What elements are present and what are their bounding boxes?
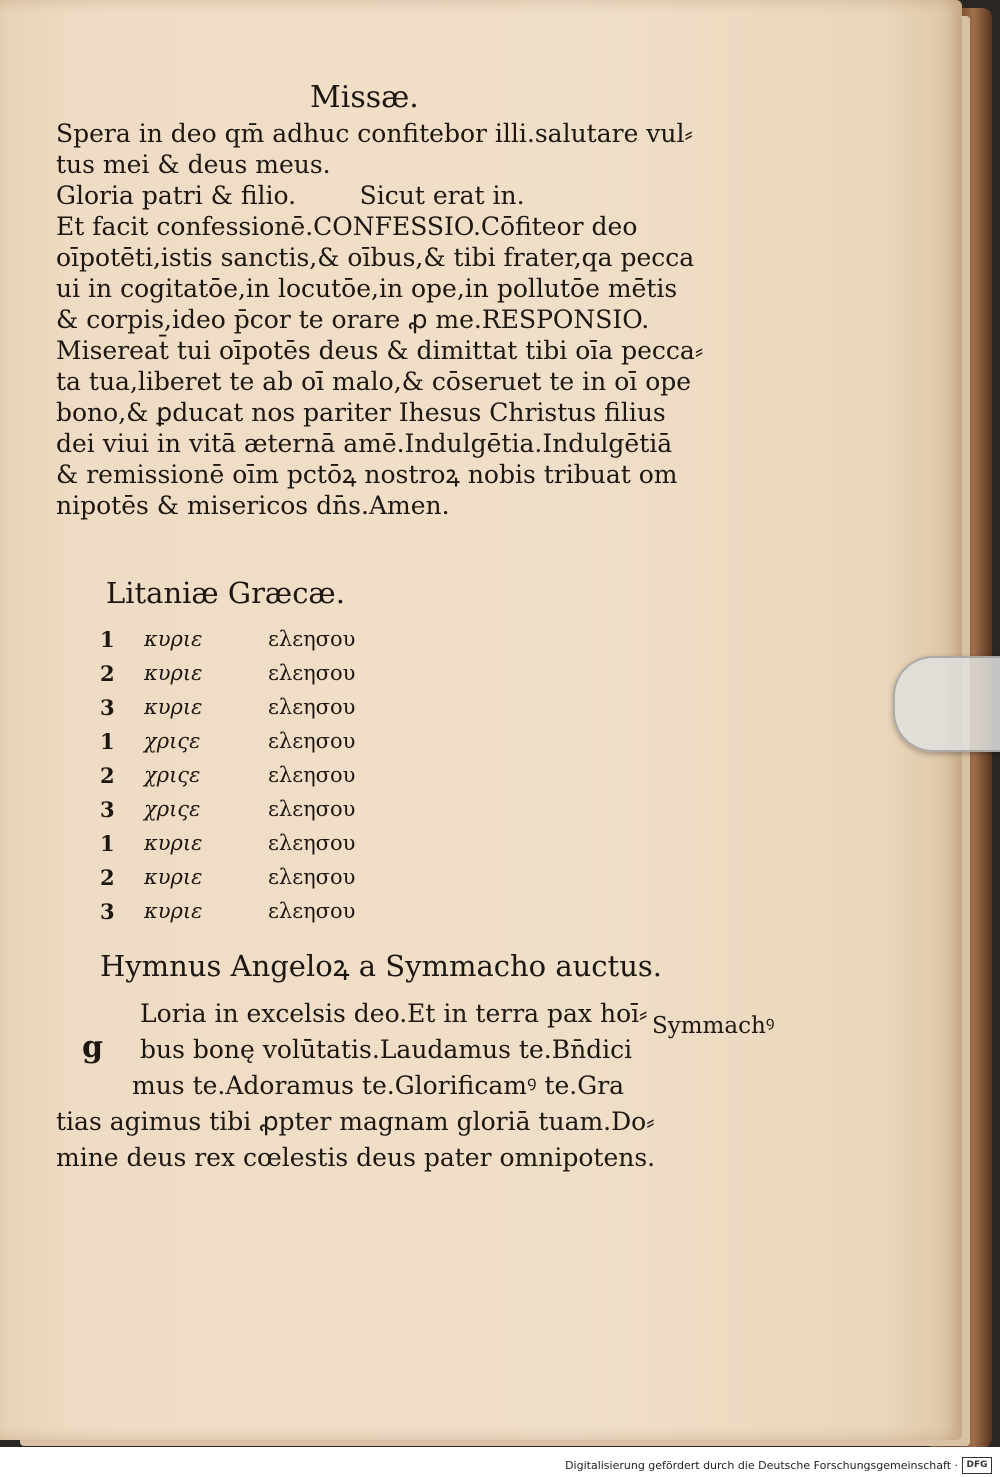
litany-row	[100, 826, 420, 860]
hymn-line: tias agimus tibi ꝓpter magnam gloriā tuam.Do⸗	[56, 1107, 655, 1136]
litany-word-b: ελεησου	[268, 831, 356, 855]
body-line: Misereat̄ tui oīpotēs deus & dimittat tibi oīa pecca⸗	[56, 336, 704, 365]
litany-row	[100, 622, 420, 656]
page-clip	[893, 656, 1000, 752]
litany-row	[100, 656, 420, 690]
body-line: nipotēs & misericos dn̄s.Amen.	[56, 491, 450, 520]
body-line: oīpotēti,istis sanctis,& oībus,& tibi frater,qa pecca	[56, 243, 695, 272]
litany-row	[100, 690, 420, 724]
litany-word-b: ελεησου	[268, 797, 356, 821]
body-line: & corpis,ideo p̄cor te orare ꝓ me.RESPONSIO.	[56, 305, 650, 334]
body-line: Spera in deo qm̄ adhuc confitebor illi.salutare vul⸗	[56, 119, 693, 148]
body-text	[56, 118, 703, 521]
litany-row	[100, 724, 420, 758]
initial-letter: g	[82, 1030, 103, 1065]
hymn-title: Hymnus Angeloꝝ a Symmacho auctus.	[100, 949, 662, 983]
hymn-line: mus te.Adoramus te.Glorificamꝰ te.Gra	[132, 1071, 625, 1100]
litany-number: 1	[100, 728, 115, 754]
litany-number: 3	[100, 694, 115, 720]
litany-number: 2	[100, 864, 115, 890]
body-line: tus mei & deus meus.	[56, 150, 331, 179]
hymn-line: mine deus rex cœlestis deus pater omnipotens.	[56, 1143, 656, 1172]
litany-row	[100, 894, 420, 928]
body-line: ui in cogitatōe,in locutōe,in ope,in pollutōe mētis	[56, 274, 678, 303]
litany-table	[100, 622, 420, 928]
litany-word-a: χριςε	[144, 763, 201, 787]
hymn-line: Loria in excelsis deo.Et in terra pax hoī⸗	[140, 999, 648, 1028]
page-header: Missæ.	[310, 80, 419, 115]
litany-word-a: κυριε	[144, 661, 203, 685]
body-line: dei viui in vitā æternā amē.Indulgētia.Indulgētiā	[56, 429, 673, 458]
margin-note: Symmachꝰ	[652, 1013, 775, 1039]
litany-word-b: ελεησου	[268, 729, 356, 753]
body-line: Gloria patri & filio. Sicut erat in.	[56, 181, 525, 210]
litany-number: 3	[100, 898, 115, 924]
litany-word-a: χριςε	[144, 797, 201, 821]
litany-number: 1	[100, 830, 115, 856]
body-line: Et facit confessionē.CONFESSIO.Cōfiteor deo	[56, 212, 638, 241]
hymn-line: bus bonę volūtatis.Laudamus te.Bn̄dici	[140, 1035, 633, 1064]
litany-word-a: χριςε	[144, 729, 201, 753]
litany-row	[100, 792, 420, 826]
body-line: & remissionē oīm pctōꝝ nostroꝝ nobis tribuat om	[56, 460, 678, 489]
litany-number: 2	[100, 660, 115, 686]
body-line: bono,& ꝑducat nos pariter Ihesus Christus filius	[56, 398, 666, 427]
litany-word-b: ελεησου	[268, 695, 356, 719]
footer-credit: Digitalisierung gefördert durch die Deutsche Forschungsgemeinschaft ·	[565, 1459, 958, 1472]
litany-number: 3	[100, 796, 115, 822]
litany-word-a: κυριε	[144, 865, 203, 889]
litany-number: 1	[100, 626, 115, 652]
litany-number: 2	[100, 762, 115, 788]
litany-row	[100, 758, 420, 792]
litany-word-a: κυριε	[144, 899, 203, 923]
litany-word-b: ελεησου	[268, 661, 356, 685]
litany-word-a: κυριε	[144, 627, 203, 651]
dfg-logo: DFG	[962, 1457, 992, 1474]
litany-word-b: ελεησου	[268, 763, 356, 787]
litany-word-a: κυριε	[144, 695, 203, 719]
litany-word-b: ελεησου	[268, 865, 356, 889]
body-line: ta tua,liberet te ab oī malo,& cōseruet te in oī ope	[56, 367, 692, 396]
litany-word-a: κυριε	[144, 831, 203, 855]
hymn-text	[56, 996, 655, 1176]
litany-word-b: ελεησου	[268, 899, 356, 923]
litany-word-b: ελεησου	[268, 627, 356, 651]
litany-title: Litaniæ Græcæ.	[106, 576, 345, 610]
litany-row	[100, 860, 420, 894]
